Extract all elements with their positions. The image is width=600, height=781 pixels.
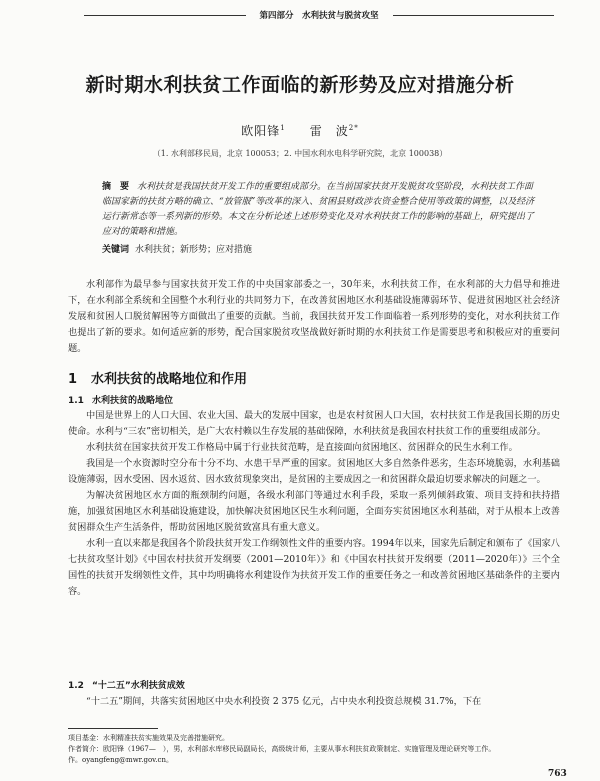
running-header xyxy=(78,8,560,22)
section-1-2-body xyxy=(68,694,560,710)
keywords xyxy=(102,242,542,255)
section-heading xyxy=(68,368,247,387)
subsection-heading xyxy=(68,393,173,406)
body-paragraph: “十二五”期间，共落实贫困地区中央水利投资 2 375 亿元，占中央水利投资总规模 31.7%，下在 xyxy=(86,696,482,707)
footnotes xyxy=(68,733,558,766)
author-name: 雷 波 xyxy=(309,124,349,138)
header-rule-left xyxy=(84,15,246,16)
section-number: 1 xyxy=(68,372,78,387)
subsection-title: “十二五”水利扶贫成效 xyxy=(91,681,185,691)
subsection-number: 1.1 xyxy=(68,396,84,406)
author-mark: 2* xyxy=(348,124,359,132)
abstract-text: 水利扶贫是我国扶贫开发工作的重要组成部分。在当前国家扶贫开发脱贫攻坚阶段，水利扶贫工作面临国家新的扶贫方略的确立、“放管服”等改革的深入、贫困县财政涉农资金整合使用等政策的调整，以及经济运行新常态等一系列新的形势。本文在分析论述上述形势变化及对水利扶贫工作的影响的基础上，研究提出了应对的策略和措施。 xyxy=(102,182,535,237)
intro-block xyxy=(68,277,560,357)
author-line xyxy=(0,122,600,139)
running-header-label: 第四部分 水利扶贫与脱贫攻坚 xyxy=(259,11,379,21)
abstract xyxy=(102,180,542,240)
subsection-title: 水利扶贫的战略地位 xyxy=(91,396,173,406)
section-title: 水利扶贫的战略地位和作用 xyxy=(91,372,248,387)
keywords-label: 关键词 xyxy=(102,245,130,255)
body-paragraph: 水利扶贫在国家扶贫开发工作格局中属于行业扶贫范畴，是直接面向贫困地区、贫困群众的民生水利工作。 xyxy=(86,442,518,453)
article-title: 新时期水利扶贫工作面临的新形势及应对措施分析 xyxy=(85,74,515,96)
body-paragraph: 为解决贫困地区水方面的瓶颈制约问题，各级水利部门等通过水利手段，采取一系列倾斜政策、项目支持和扶持措施，加强贫困地区水利基础设施建设，加快解决贫困地区民生水利问题，全面夯实贫困地区水利基础，对于从根本上改善贫困群众生产生活条件，帮助贫困地区脱贫致富具有重大意义。 xyxy=(68,490,560,533)
abstract-label: 摘 要 xyxy=(102,182,130,192)
header-rule-right xyxy=(393,15,555,16)
body-paragraph: 我国是一个水资源时空分布十分不均、水患干旱严重的国家。贫困地区大多自然条件恶劣，生态环境脆弱，水利基础设施薄弱，因水受困、因水返贫、因水致贫现象突出，是贫困的主要成因之一和贫困群众最迫切要求解决的问题之一。 xyxy=(68,458,560,485)
subsection-number: 1.2 xyxy=(68,681,84,691)
page-number: 763 xyxy=(548,769,567,779)
affiliation: （1. 水利部移民局，北京 100053；2. 中国水利水电科学研究院，北京 100038） xyxy=(152,149,448,158)
footnote: 作者简介：欧阳锋（1967— ），男，水利部水库移民局副局长，高级统计师，主要从事水利扶贫政策制定、实施管理及理论研究等工作。 xyxy=(68,745,496,753)
section-1-1-body xyxy=(68,408,560,600)
footnote: 项目基金：水利精准扶贫实施效果及完善措施研究。 xyxy=(68,734,229,742)
footnote: 作。oyangfeng@mwr.gov.cn。 xyxy=(68,756,173,764)
keywords-text: 水利扶贫；新形势；应对措施 xyxy=(135,245,253,255)
author-mark: 1 xyxy=(280,124,286,132)
intro-paragraph: 水利部作为最早参与国家扶贫开发工作的中央国家部委之一，30年来，水利扶贫工作，在水利部的大力倡导和推进下，在水利部全系统和全国整个水利行业的共同努力下，在改善贫困地区水利基础设施薄弱环节、促进贫困地区社会经济发展和贫困人口脱贫解困等方面做出了重要的贡献。当前，我国扶贫开发工作面临着一系列形势的变化，对水利扶贫工作也提出了新的要求。如何适应新的形势，配合国家脱贫攻坚战做好新时期的水利扶贫工作是需要思考和积极应对的重要问题。 xyxy=(68,279,560,354)
author-name: 欧阳锋 xyxy=(241,124,281,138)
body-paragraph: 水利一直以来都是我国各个阶段扶贫开发工作纲领性文件的重要内容。1994年以来，国家先后制定和颁布了《国家八七扶贫攻坚计划》《中国农村扶贫开发纲要（2001—2010年）》和《中国农村扶贫开发纲要（2011—2020年）》三个全国性的扶贫开发纲领性文件，其中均明确将水利建设作为扶贫开发工作的重要任务之一和改善贫困地区基础条件的主要内容。 xyxy=(68,538,560,597)
body-paragraph: 中国是世界上的人口大国、农业大国、最大的发展中国家，也是农村贫困人口大国，农村扶贫工作是我国长期的历史使命。水利与“三农”密切相关，是广大农村赖以生存发展的基础保障，水利扶贫是我国农村扶贫工作的重要组成部分。 xyxy=(68,410,560,437)
footnote-rule xyxy=(68,728,158,729)
subsection-heading xyxy=(68,678,185,691)
